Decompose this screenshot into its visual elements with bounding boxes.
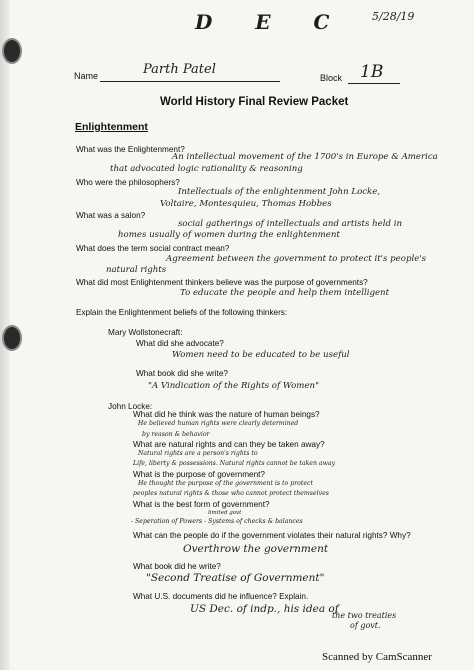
binder-hole xyxy=(2,325,22,351)
answer-handwritten: natural rights xyxy=(106,265,167,275)
answer-handwritten: To educate the people and help them intelligent xyxy=(180,288,390,298)
answer-handwritten: the two treaties xyxy=(332,611,397,620)
answer-handwritten: Voltaire, Montesquieu, Thomas Hobbes xyxy=(160,199,332,209)
answer-handwritten: - Seperation of Powers - Systems of checks & balances xyxy=(131,518,303,525)
answer-handwritten: Life, liberty & possessions. Natural rights cannot be taken away xyxy=(133,460,336,467)
answer-handwritten: Intellectuals of the enlightenment John Locke, xyxy=(178,187,381,197)
answer-handwritten: homes usually of women during the enlightenment xyxy=(118,230,340,240)
answer-handwritten: "A Vindication of the Rights of Women" xyxy=(148,381,320,391)
question-text: What can the people do if the government violates their natural rights? Why? xyxy=(133,531,411,540)
answer-handwritten: An intellectual movement of the 1700's in Europe & America xyxy=(172,152,438,162)
question-text: What book did he write? xyxy=(133,562,221,571)
question-text: What did he think was the nature of human beings? xyxy=(133,410,320,419)
answer-handwritten: limited govt xyxy=(208,510,242,516)
question-text: What are natural rights and can they be taken away? xyxy=(133,440,325,449)
scanner-watermark: Scanned by CamScanner xyxy=(322,651,432,663)
answer-handwritten: peoples natural rights & those who cannot protect themselves xyxy=(133,490,329,497)
question-text: What is the purpose of government? xyxy=(133,470,265,479)
answer-handwritten: by reason & behavior xyxy=(142,431,210,438)
question-text: What was a salon? xyxy=(76,211,146,220)
doodle-letters: D E C xyxy=(195,10,348,34)
answer-handwritten: Natural rights are a person's rights to xyxy=(138,450,258,457)
question-text: What book did she write? xyxy=(136,369,228,378)
question-text: What did she advocate? xyxy=(136,339,224,348)
name-label: Name xyxy=(74,71,99,81)
question-text: What was the Enlightenment? xyxy=(76,145,185,154)
thinker-name: John Locke: xyxy=(108,402,153,411)
question-text: Who were the philosophers? xyxy=(76,178,180,187)
block-underline xyxy=(348,83,400,84)
question-text: What U.S. documents did he influence? Explain. xyxy=(133,592,309,601)
thinker-name: Mary Wollstonecraft: xyxy=(108,328,183,337)
answer-handwritten: Overthrow the government xyxy=(183,543,329,555)
answer-handwritten: He believed human rights were clearly determined xyxy=(138,420,299,427)
instruction-text: Explain the Enlightenment beliefs of the following thinkers: xyxy=(76,308,288,317)
question-text: What did most Enlightenment thinkers believe was the purpose of governments? xyxy=(76,278,368,287)
answer-handwritten: "Second Treatise of Government" xyxy=(146,572,325,584)
name-underline xyxy=(100,81,280,82)
answer-handwritten: Women need to be educated to be useful xyxy=(172,350,350,360)
answer-handwritten: Agreement between the government to protect it's people's xyxy=(166,254,427,264)
answer-handwritten: He thought the purpose of the government is to protect xyxy=(138,480,313,487)
answer-handwritten: of govt. xyxy=(350,621,381,630)
question-text: What is the best form of government? xyxy=(133,500,270,509)
block-label: Block xyxy=(320,73,343,83)
section-heading: Enlightenment xyxy=(75,121,148,133)
name-value: Parth Patel xyxy=(143,62,216,77)
block-value: 1B xyxy=(360,62,384,82)
answer-handwritten: social gatherings of intellectuals and artists held in xyxy=(178,219,403,229)
binder-hole xyxy=(2,38,22,64)
answer-handwritten: US Dec. of indp., his idea of xyxy=(190,603,339,615)
date-handwritten: 5/28/19 xyxy=(372,10,415,23)
page-title: World History Final Review Packet xyxy=(160,96,349,108)
question-text: What does the term social contract mean? xyxy=(76,244,230,253)
answer-handwritten: that advocated logic rationality & reasoning xyxy=(110,164,303,174)
